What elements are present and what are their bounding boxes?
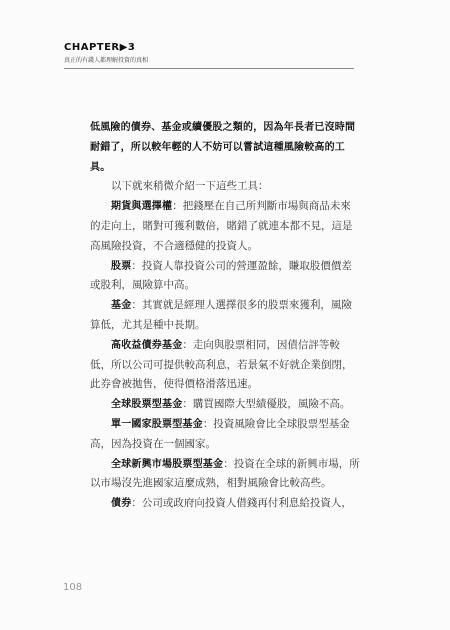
- term-description: ：走向與股票相同，因債信評等較低，所以公司可提供較高利息，若景氣不好就企業倒閉，此券會被拋售，使得價格滑落迅速。: [90, 338, 353, 391]
- paragraph-high-yield: [90, 336, 360, 395]
- term-label: 全球新興市場股票型基金: [111, 458, 224, 470]
- term-description: ：把錢壓在自己所判斷市場與商品未來的走向上，賭對可獲利數倍，賭錯了就連本都不見，這是高風險投資，不合適穩健的投資人。: [90, 200, 353, 252]
- term-label: 債券: [111, 498, 132, 510]
- term-label: 期貨與選擇權: [111, 201, 173, 213]
- chapter-label: CHAPTER▶3: [64, 42, 136, 53]
- term-description: ：其實就是經理人選擇很多的股票來獲利，風險算低，尤其是種中長期。: [90, 299, 352, 331]
- term-label: 高收益債券基金: [111, 339, 183, 351]
- paragraph-emerging-markets: [90, 455, 360, 495]
- term-label: 基金: [111, 300, 132, 312]
- paragraph-lead: [90, 177, 360, 197]
- paragraph-futures-options: [90, 197, 360, 256]
- term-description: ：投資人靠投資公司的營運盈餘，賺取股價價差或股利，風險算中高。: [90, 259, 352, 292]
- term-description: ：投資在全球的新興市場，所以市場沒先進國家這麼成熟，相對風險會比較高些。: [90, 457, 360, 490]
- paragraph-intro: [90, 118, 360, 177]
- term-description: ：公司或政府向投資人借錢再付利息給投資人，: [131, 497, 352, 510]
- header-divider: [64, 68, 354, 69]
- term-description: ：購買國際大型績優股，風險不高。: [182, 398, 351, 411]
- running-header: [64, 42, 148, 65]
- page-number: 108: [63, 582, 83, 593]
- paragraph-stocks: [90, 257, 360, 297]
- paragraph-text: 以下就來稍微介紹一下這些工具：: [111, 180, 269, 193]
- paragraph-single-country: [90, 415, 360, 455]
- term-label: 全球股票型基金: [111, 399, 183, 411]
- paragraph-bonds: [90, 494, 360, 514]
- chapter-subtitle: 真正的有錢人都理解投資的真相: [64, 57, 149, 64]
- term-label: 單一國家股票型基金: [111, 418, 203, 430]
- paragraph-bold: 低風險的債券、基金或續優股之類的，因為年長者已沒時間耐錯了，所以較年輕的人不妨可以嘗試這種風險較高的工具。: [90, 122, 356, 173]
- term-label: 股票: [111, 260, 132, 272]
- term-description: ：投資風險會比全球股票型基金高，因為投資在一個國家。: [90, 417, 350, 450]
- paragraph-funds: [90, 296, 360, 336]
- body-text: [90, 118, 360, 514]
- paragraph-global-equity: [90, 395, 360, 415]
